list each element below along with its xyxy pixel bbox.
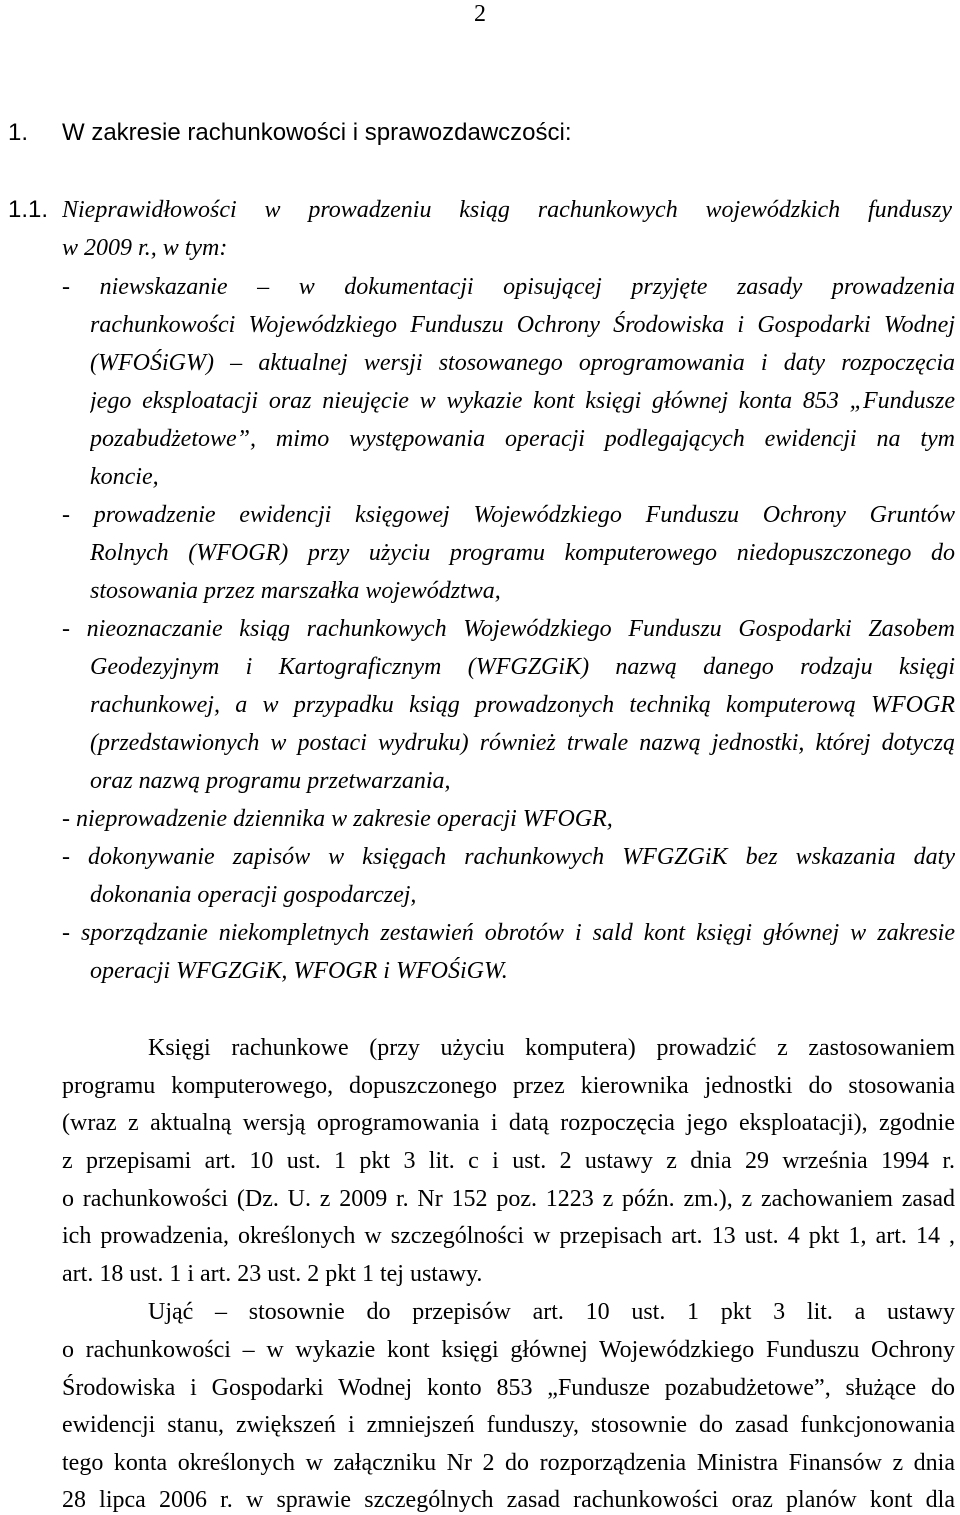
finding-line: rachunkowości Wojewódzkiego Funduszu Ochrony Środowiska i Gospodarki Wodnej [90, 312, 955, 338]
finding-line: Rolnych (WFOGR) przy użyciu programu komputerowego niedopuszczonego do [90, 540, 955, 566]
finding-line: oraz nazwą programu przetwarzania, [90, 768, 451, 794]
finding-line: stosowania przez marszałka województwa, [90, 578, 501, 604]
page-number: 2 [474, 1, 486, 27]
finding-line: Geodezyjnym i Kartograficznym (WFGZGiK) nazwą danego rodzaju księgi [90, 654, 955, 680]
section-number: 1. [8, 119, 29, 146]
paragraph-line: Ująć – stosownie do przepisów art. 10 ust. 1 pkt 3 lit. a ustawy [148, 1299, 955, 1325]
paragraph-line: Księgi rachunkowe (przy użyciu komputera) prowadzić z zastosowaniem [148, 1035, 955, 1061]
finding-line: - niewskazanie – w dokumentacji opisującej przyjęte zasady prowadzenia [62, 274, 955, 300]
paragraph-line: art. 18 ust. 1 i art. 23 ust. 2 pkt 1 tej ustawy. [62, 1261, 483, 1287]
finding-line: - dokonywanie zapisów w księgach rachunkowych WFGZGiK bez wskazania daty [62, 844, 955, 870]
paragraph-line: o rachunkowości (Dz. U. z 2009 r. Nr 152 poz. 1223 z późn. zm.), z zachowaniem zasad [62, 1186, 955, 1212]
subsection-number: 1.1. [8, 196, 49, 223]
paragraph-line: Środowiska i Gospodarki Wodnej konto 853 „Fundusze pozabudżetowe”, służące do [62, 1375, 955, 1401]
finding-line: - nieoznaczanie ksiąg rachunkowych Wojewódzkiego Funduszu Gospodarki Zasobem [62, 616, 955, 642]
finding-line: (przedstawionych w postaci wydruku) również trwale nazwą jednostki, której dotyczą [90, 730, 955, 756]
finding-line: operacji WFGZGiK, WFOGR i WFOŚiGW. [90, 958, 508, 984]
paragraph-line: (wraz z aktualną wersją oprogramowania i datą rozpoczęcia jego eksploatacji), zgodnie [62, 1110, 955, 1136]
subsection-title-line: w 2009 r., w tym: [62, 235, 228, 261]
finding-line: pozabudżetowe”, mimo występowania operacji podlegających ewidencji na tym [90, 426, 955, 452]
finding-line: jego eksploatacji oraz nieujęcie w wykazie kont księgi głównej konta 853 „Fundusze [90, 388, 955, 414]
paragraph-line: programu komputerowego, dopuszczonego przez kierownika jednostki do stosowania [62, 1073, 955, 1099]
finding-line: - sporządzanie niekompletnych zestawień obrotów i sald kont księgi głównej w zakresie [62, 920, 955, 946]
paragraph-line: ewidencji stanu, zwiększeń i zmniejszeń funduszy, stosownie do zasad funkcjonowania [62, 1412, 955, 1438]
finding-line: - nieprowadzenie dziennika w zakresie operacji WFOGR, [62, 806, 613, 832]
paragraph-line: z przepisami art. 10 ust. 1 pkt 3 lit. c i ust. 2 ustawy z dnia 29 września 1994 r. [62, 1148, 955, 1174]
finding-line: (WFOŚiGW) – aktualnej wersji stosowanego oprogramowania i daty rozpoczęcia [90, 350, 955, 376]
finding-line: dokonania operacji gospodarczej, [90, 882, 417, 908]
finding-line: rachunkowej, a w przypadku ksiąg prowadzonych techniką komputerową WFOGR [90, 692, 955, 718]
finding-line: koncie, [90, 464, 159, 490]
paragraph-line: ich prowadzenia, określonych w szczególności w przepisach art. 13 ust. 4 pkt 1, art. 14 , [62, 1223, 955, 1249]
paragraph-line: o rachunkowości – w wykazie kont księgi głównej Wojewódzkiego Funduszu Ochrony [62, 1337, 955, 1363]
section-title: W zakresie rachunkowości i sprawozdawczości: [62, 119, 572, 146]
paragraph-line: tego konta określonych w załączniku Nr 2 do rozporządzenia Ministra Finansów z dnia [62, 1450, 955, 1476]
subsection-title-line: Nieprawidłowości w prowadzeniu ksiąg rachunkowych wojewódzkich funduszy [62, 197, 952, 223]
paragraph-line: 28 lipca 2006 r. w sprawie szczególnych zasad rachunkowości oraz planów kont dla [62, 1487, 955, 1513]
finding-line: - prowadzenie ewidencji księgowej Wojewódzkiego Funduszu Ochrony Gruntów [62, 502, 955, 528]
